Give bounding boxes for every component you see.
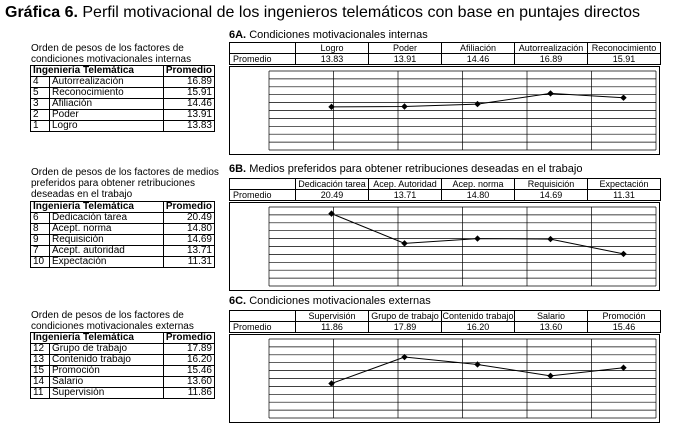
rank-caption-a: Orden de pesos de los factores de condiciones motivacionales internas	[31, 43, 192, 65]
corner-cell	[230, 311, 296, 322]
rank-header-value: Promedio	[163, 202, 214, 213]
category-label: Logro	[296, 43, 369, 54]
value-label: 14.69	[515, 190, 588, 201]
panel-title-c: 6C. Condiciones motivacionales externas	[229, 295, 431, 307]
table-row: 1 Logro 13.83	[31, 121, 215, 132]
value-label: 13.91	[369, 54, 442, 65]
summary-table-c	[229, 310, 661, 333]
rank-table-a	[30, 65, 215, 132]
category-label: Requisición	[515, 179, 588, 190]
corner-cell	[230, 43, 296, 54]
category-label: Salario	[515, 311, 588, 322]
rank-table-c	[30, 332, 215, 399]
category-label: Supervisión	[296, 311, 369, 322]
page-title: Gráfica 6. Perfil motivacional de los ingenieros telemáticos con base en puntajes directos	[5, 4, 641, 21]
chart-svg	[229, 66, 660, 155]
panel-title-b: 6B. Medios preferidos para obtener retribuciones deseadas en el trabajo	[229, 163, 583, 175]
rank-caption-b: Orden de pesos de los factores de medios preferidos para obtener retribuciones deseadas en el trabajo	[31, 167, 219, 200]
corner-cell	[230, 179, 296, 190]
value-label: 16.20	[442, 322, 515, 333]
panel-title-a: 6A. Condiciones motivacionales internas	[229, 29, 428, 41]
value-label: 13.83	[296, 54, 369, 65]
category-label: Acep. norma	[442, 179, 515, 190]
value-label: 14.80	[442, 190, 515, 201]
value-label: 20.49	[296, 190, 369, 201]
value-label: 15.46	[588, 322, 661, 333]
category-label: Acep. Autoridad	[369, 179, 442, 190]
category-label: Poder	[369, 43, 442, 54]
table-row: 3 Afiliación 14.46	[31, 99, 215, 110]
rank-caption-c: Orden de pesos de los factores de condiciones motivacionales externas	[31, 310, 194, 332]
category-label: Afiliación	[442, 43, 515, 54]
table-row: 4 Autorrealización 16.89	[31, 77, 215, 88]
value-label: 14.46	[442, 54, 515, 65]
table-row: 14 Salario 13.60	[31, 377, 215, 388]
line-chart-c	[229, 334, 660, 423]
row-label: Promedio	[230, 54, 296, 65]
table-row: 9 Requisición 14.69	[31, 235, 215, 246]
table-row: 10 Expectación 11.31	[31, 257, 215, 268]
chart-svg	[229, 334, 660, 423]
rank-header-value: Promedio	[163, 333, 214, 344]
value-label: 16.89	[515, 54, 588, 65]
table-row: 11 Supervisión 11.86	[31, 388, 215, 399]
line-chart-a	[229, 66, 660, 155]
table-row: 13 Contenido trabajo 16.20	[31, 355, 215, 366]
value-label: 15.91	[588, 54, 661, 65]
table-row: 7 Acept. autoridad 13.71	[31, 246, 215, 257]
category-label: Dedicación tarea	[296, 179, 369, 190]
value-label: 11.31	[588, 190, 661, 201]
value-label: 13.60	[515, 322, 588, 333]
summary-table-b	[229, 178, 661, 201]
value-label: 17.89	[369, 322, 442, 333]
rank-header-factor: Ingeniería Telemática	[31, 333, 164, 344]
table-row: 6 Dedicación tarea 20.49	[31, 213, 215, 224]
category-label: Contenido trabajo	[442, 311, 514, 321]
table-row: 12 Grupo de trabajo 17.89	[31, 344, 215, 355]
table-row: 15 Promoción 15.46	[31, 366, 215, 377]
category-label: Autorrealización	[515, 43, 588, 54]
category-label: Expectación	[588, 179, 661, 190]
rank-header-value: Promedio	[163, 66, 214, 77]
row-label: Promedio	[230, 190, 296, 201]
category-label: Grupo de trabajo	[369, 311, 442, 322]
rank-header-factor: Ingeniería Telemática	[31, 66, 164, 77]
line-chart-b	[229, 202, 660, 291]
chart-svg	[229, 202, 660, 291]
row-label: Promedio	[230, 322, 296, 333]
value-label: 11.86	[296, 322, 369, 333]
table-row: 2 Poder 13.91	[31, 110, 215, 121]
table-row: 5 Reconocimiento 15.91	[31, 88, 215, 99]
category-label: Reconocimiento	[588, 43, 661, 54]
summary-table-a	[229, 42, 661, 65]
value-label: 13.71	[369, 190, 442, 201]
rank-table-b	[30, 201, 215, 268]
table-row: 8 Acept. norma 14.80	[31, 224, 215, 235]
category-label: Promoción	[588, 311, 661, 322]
rank-header-factor: Ingeniería Telemática	[31, 202, 164, 213]
